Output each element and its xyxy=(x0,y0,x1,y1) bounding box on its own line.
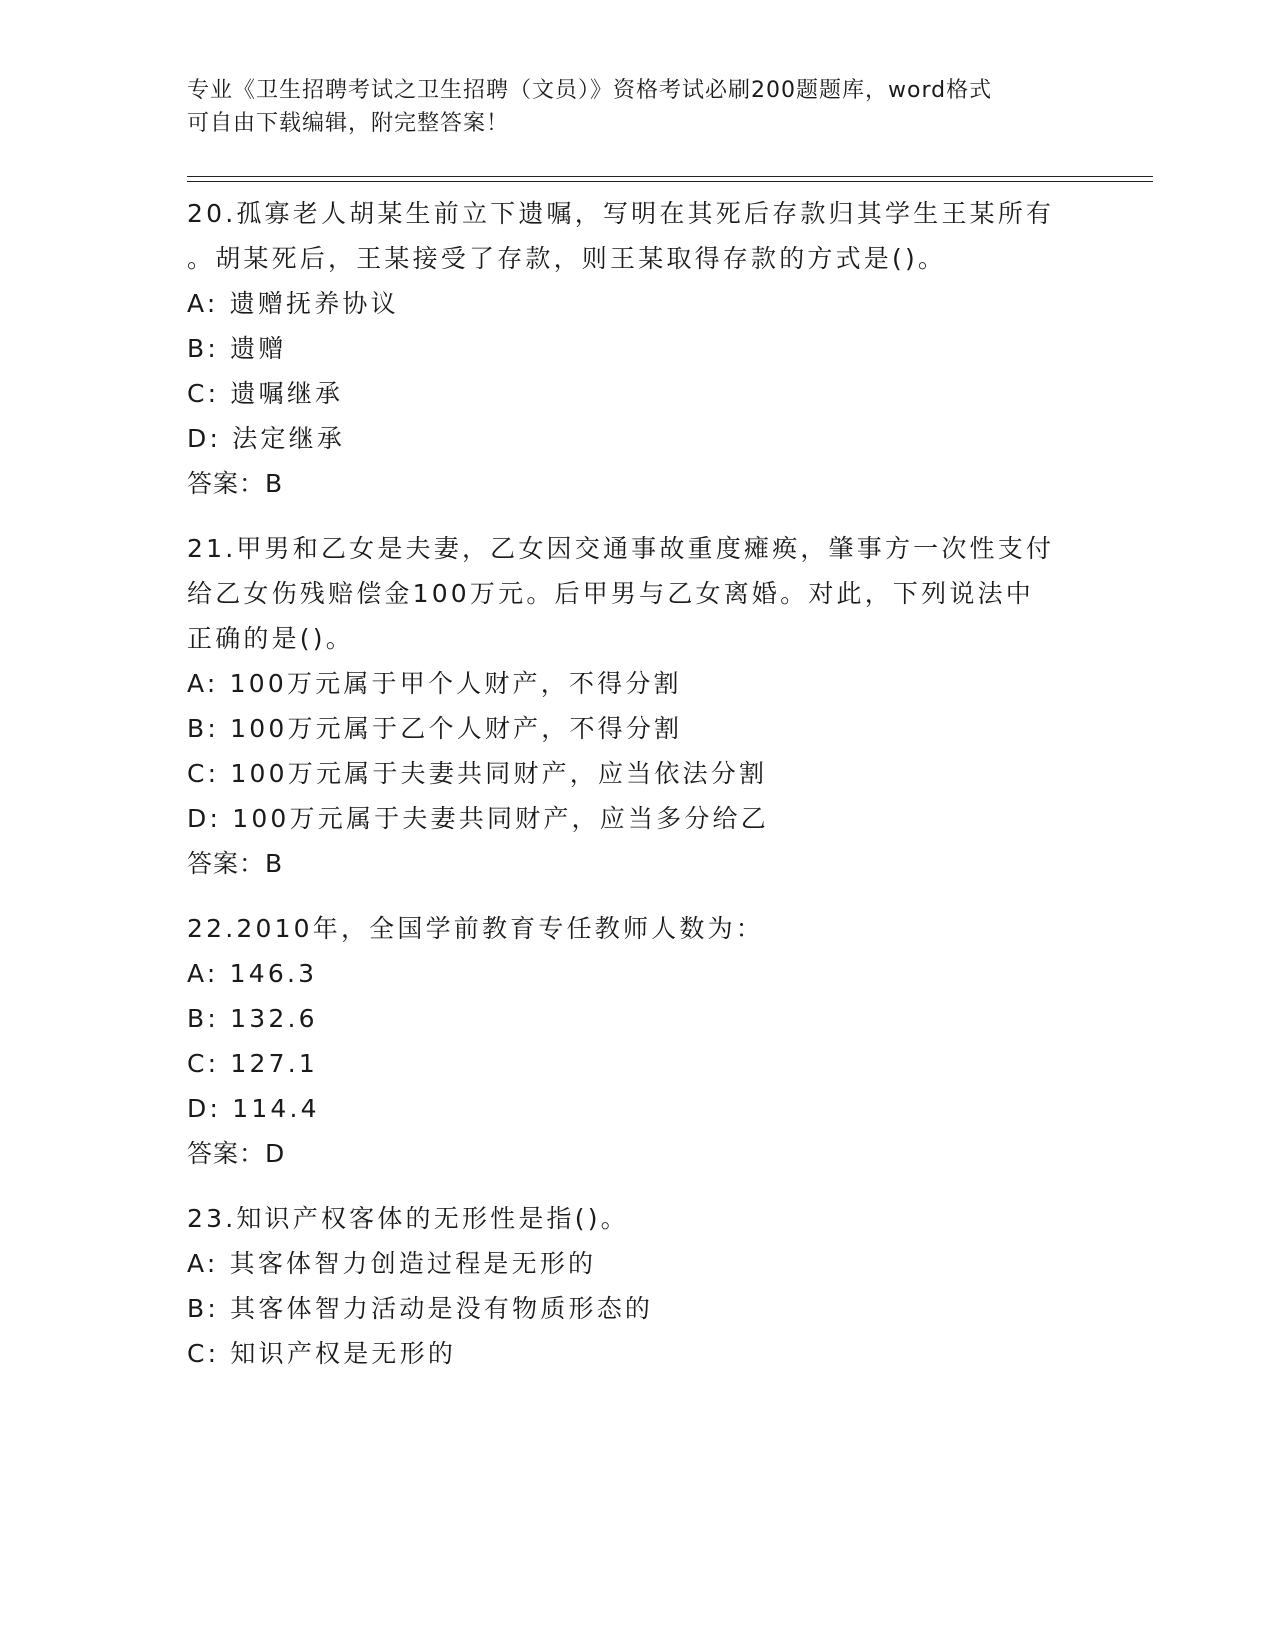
header-line-1: 专业《卫生招聘考试之卫生招聘（文员）》资格考试必刷200题题库，word格式 xyxy=(187,78,993,103)
question-stem-line: 21.甲男和乙女是夫妻，乙女因交通事故重度瘫痪，肇事方一次性支付 xyxy=(187,534,1055,563)
question-option: D: 114.4 xyxy=(187,1094,320,1123)
question-block xyxy=(187,191,1087,506)
question-option: D: 100万元属于夫妻共同财产，应当多分给乙 xyxy=(187,804,769,833)
question-option: A: 146.3 xyxy=(187,959,318,988)
question-answer: 答案：B xyxy=(187,469,284,498)
question-list xyxy=(187,191,1087,1396)
question-option: D: 法定继承 xyxy=(187,424,346,453)
header-line-2: 可自由下载编辑，附完整答案！ xyxy=(187,111,510,136)
header-rule-top xyxy=(187,176,1153,177)
question-option: B: 遗赠 xyxy=(187,334,287,363)
question-block xyxy=(187,906,1087,1176)
question-stem-line: 正确的是()。 xyxy=(187,624,354,653)
question-option: A: 其客体智力创造过程是无形的 xyxy=(187,1249,597,1278)
question-option: A: 100万元属于甲个人财产，不得分割 xyxy=(187,669,682,698)
question-stem-line: 23.知识产权客体的无形性是指()。 xyxy=(187,1204,629,1233)
question-block xyxy=(187,526,1087,886)
page-header xyxy=(187,74,1087,140)
question-option: C: 127.1 xyxy=(187,1049,318,1078)
question-answer: 答案：D xyxy=(187,1139,286,1168)
question-stem-line: 给乙女伤残赔偿金100万元。后甲男与乙女离婚。对此，下列说法中 xyxy=(187,579,1034,608)
question-option: C: 遗嘱继承 xyxy=(187,379,344,408)
question-option: B: 其客体智力活动是没有物质形态的 xyxy=(187,1294,654,1323)
question-option: B: 100万元属于乙个人财产，不得分割 xyxy=(187,714,683,743)
question-stem-line: 20.孤寡老人胡某生前立下遗嘱，写明在其死后存款归其学生王某所有 xyxy=(187,199,1055,228)
question-option: B: 132.6 xyxy=(187,1004,318,1033)
question-option: A: 遗赠抚养协议 xyxy=(187,289,399,318)
question-option: C: 知识产权是无形的 xyxy=(187,1339,457,1368)
question-answer: 答案：B xyxy=(187,849,284,878)
header-rule-bottom xyxy=(187,181,1153,182)
question-block xyxy=(187,1196,1087,1376)
question-stem-line: 。胡某死后，王某接受了存款，则王某取得存款的方式是()。 xyxy=(187,244,947,273)
question-option: C: 100万元属于夫妻共同财产，应当依法分割 xyxy=(187,759,768,788)
question-stem-line: 22.2010年，全国学前教育专任教师人数为： xyxy=(187,914,764,943)
